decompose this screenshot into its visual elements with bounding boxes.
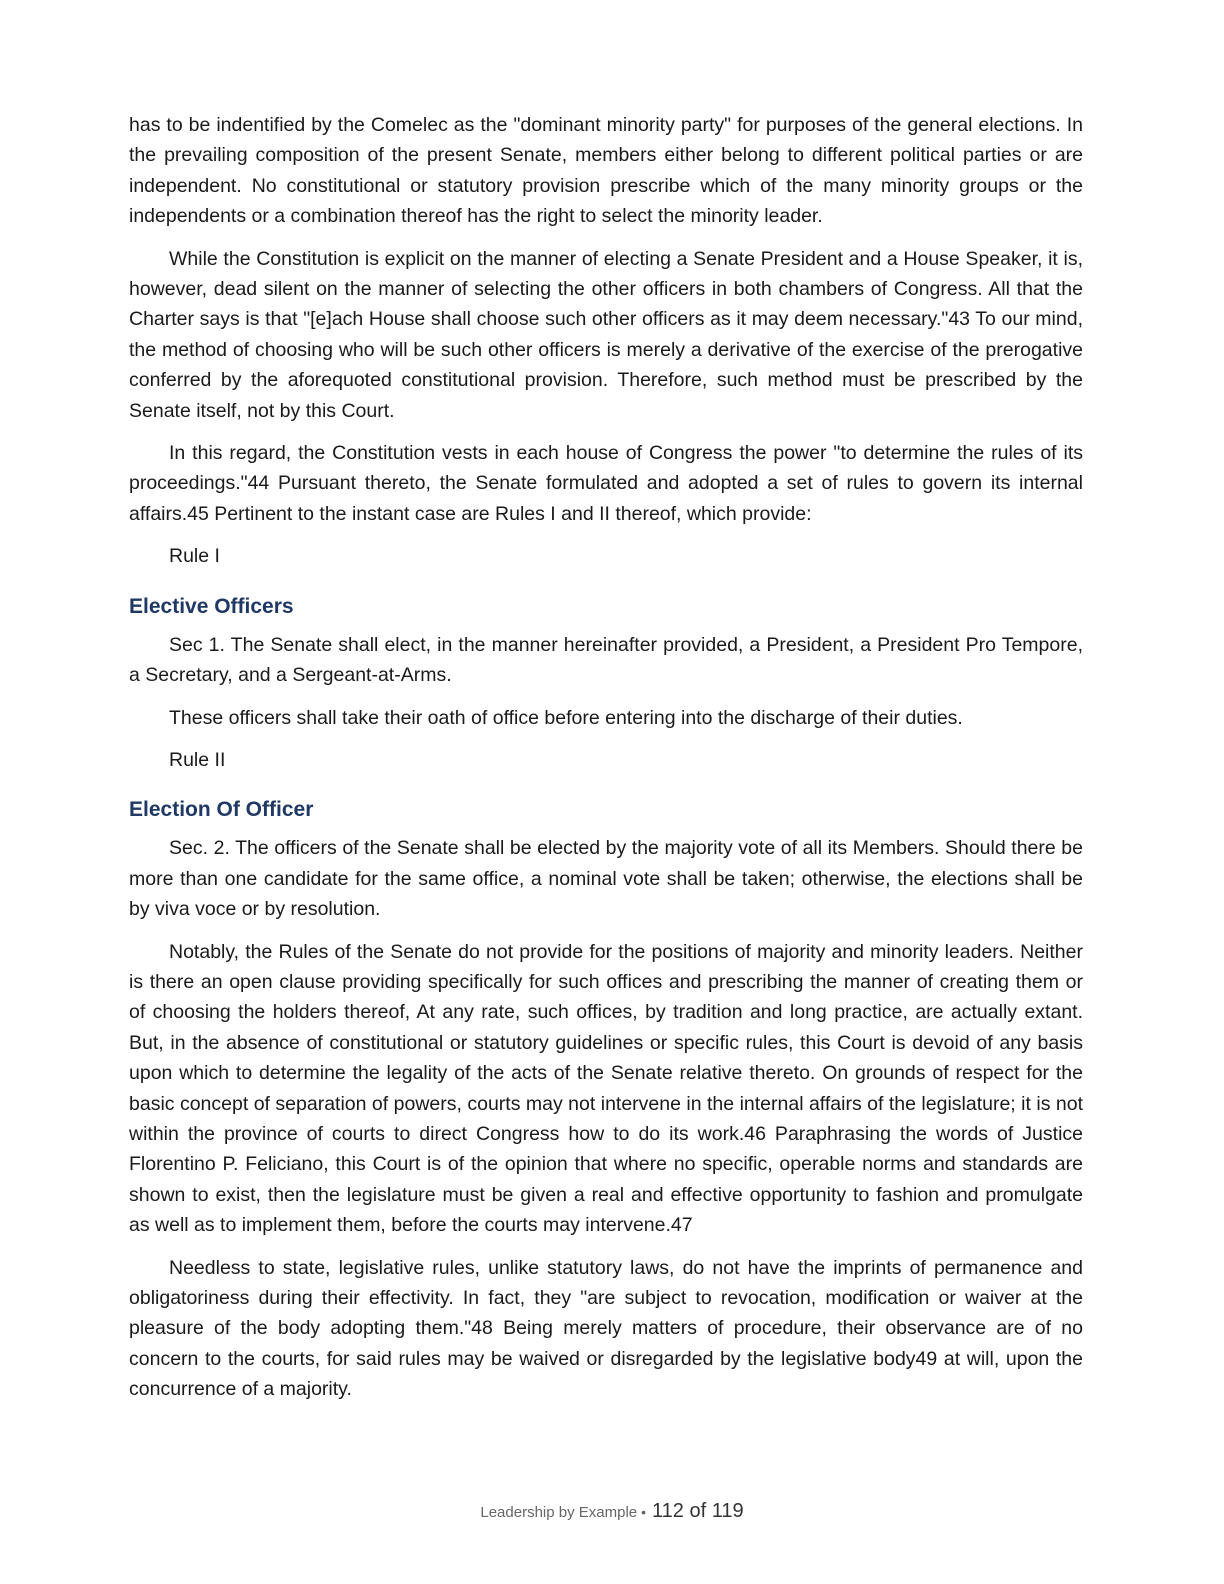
rule-2-label: Rule II: [169, 748, 226, 771]
paragraph-constitution-officers: While the Constitution is explicit on the manner of electing a Senate President and a House Speaker, it is, however, dead silent on the manner of selecting the other officers in both chambers of Congress. All that the Charter says is that "[e]ach House shall choose such other officers as it may deem necessary."43 To our mind, the method of choosing who will be such other officers is merely a derivative of the exercise of the prerogative conferred by the aforequoted constitutional provision. Therefore, such method must be prescribed by the Senate itself, not by this Court.: [129, 247, 1083, 422]
paragraph-minority-party: has to be indentified by the Comelec as the "dominant minority party" for purposes of the general elections. In the prevailing composition of the present Senate, members either belong to different political parties or are independent. No constitutional or statutory provision prescribe which of the many minority groups or the independents or a combination thereof has the right to select the minority leader.: [129, 114, 1083, 228]
paragraph-sec-2: Sec. 2. The officers of the Senate shall be elected by the majority vote of all its Members. Should there be more than one candidate for the same office, a nominal vote shall be taken; otherwise, the elections shall be by viva voce or by resolution.: [129, 837, 1083, 921]
rule-1-label: Rule I: [169, 545, 220, 568]
footer-document-title: Leadership by Example: [480, 1504, 638, 1521]
paragraph-oath: These officers shall take their oath of office before entering into the discharge of their duties.: [169, 706, 963, 729]
heading-elective-officers: Elective Officers: [129, 594, 294, 618]
page-number: 112 of 119: [652, 1500, 744, 1522]
footer-bullet: •: [641, 1504, 647, 1520]
paragraph-notably: Notably, the Rules of the Senate do not provide for the positions of majority and minority leaders. Neither is there an open clause providing specifically for such offices and prescribing the manner of creating them or of choosing the holders thereof, At any rate, such offices, by tradition and long practice, are actually extant. But, in the absence of constitutional or statutory guidelines or specific rules, this Court is devoid of any basis upon which to determine the legality of the acts of the Senate relative thereto. On grounds of respect for the basic concept of separation of powers, courts may not intervene in the internal affairs of the legislature; it is not within the province of courts to direct Congress how to do its work.46 Paraphrasing the words of Justice Florentino P. Feliciano, this Court is of the opinion that where no specific, operable norms and standards are shown to exist, then the legislature must be given a real and effective opportunity to fashion and promulgate as well as to implement them, before the courts may intervene.47: [129, 940, 1083, 1237]
paragraph-senate-rules: In this regard, the Constitution vests in each house of Congress the power "to determine the rules of its proceedings."44 Pursuant thereto, the Senate formulated and adopted a set of rules to govern its internal affairs.45 Pertinent to the instant case are Rules I and II thereof, which provide:: [129, 442, 1083, 525]
heading-election-of-officer: Election Of Officer: [129, 798, 314, 822]
paragraph-sec-1: Sec 1. The Senate shall elect, in the manner hereinafter provided, a President, a President Pro Tempore, a Secretary, and a Sergeant-at-Arms.: [129, 633, 1083, 687]
page-footer: [0, 1500, 1224, 1523]
paragraph-needless: Needless to state, legislative rules, unlike statutory laws, do not have the imprints of permanence and obligatoriness during their effectivity. In fact, they "are subject to revocation, modification or waiver at the pleasure of the body adopting them."48 Being merely matters of procedure, their observance are of no concern to the courts, for said rules may be waived or disregarded by the legislative body49 at will, upon the concurrence of a majority.: [129, 1256, 1083, 1401]
document-page: [129, 110, 1083, 1417]
